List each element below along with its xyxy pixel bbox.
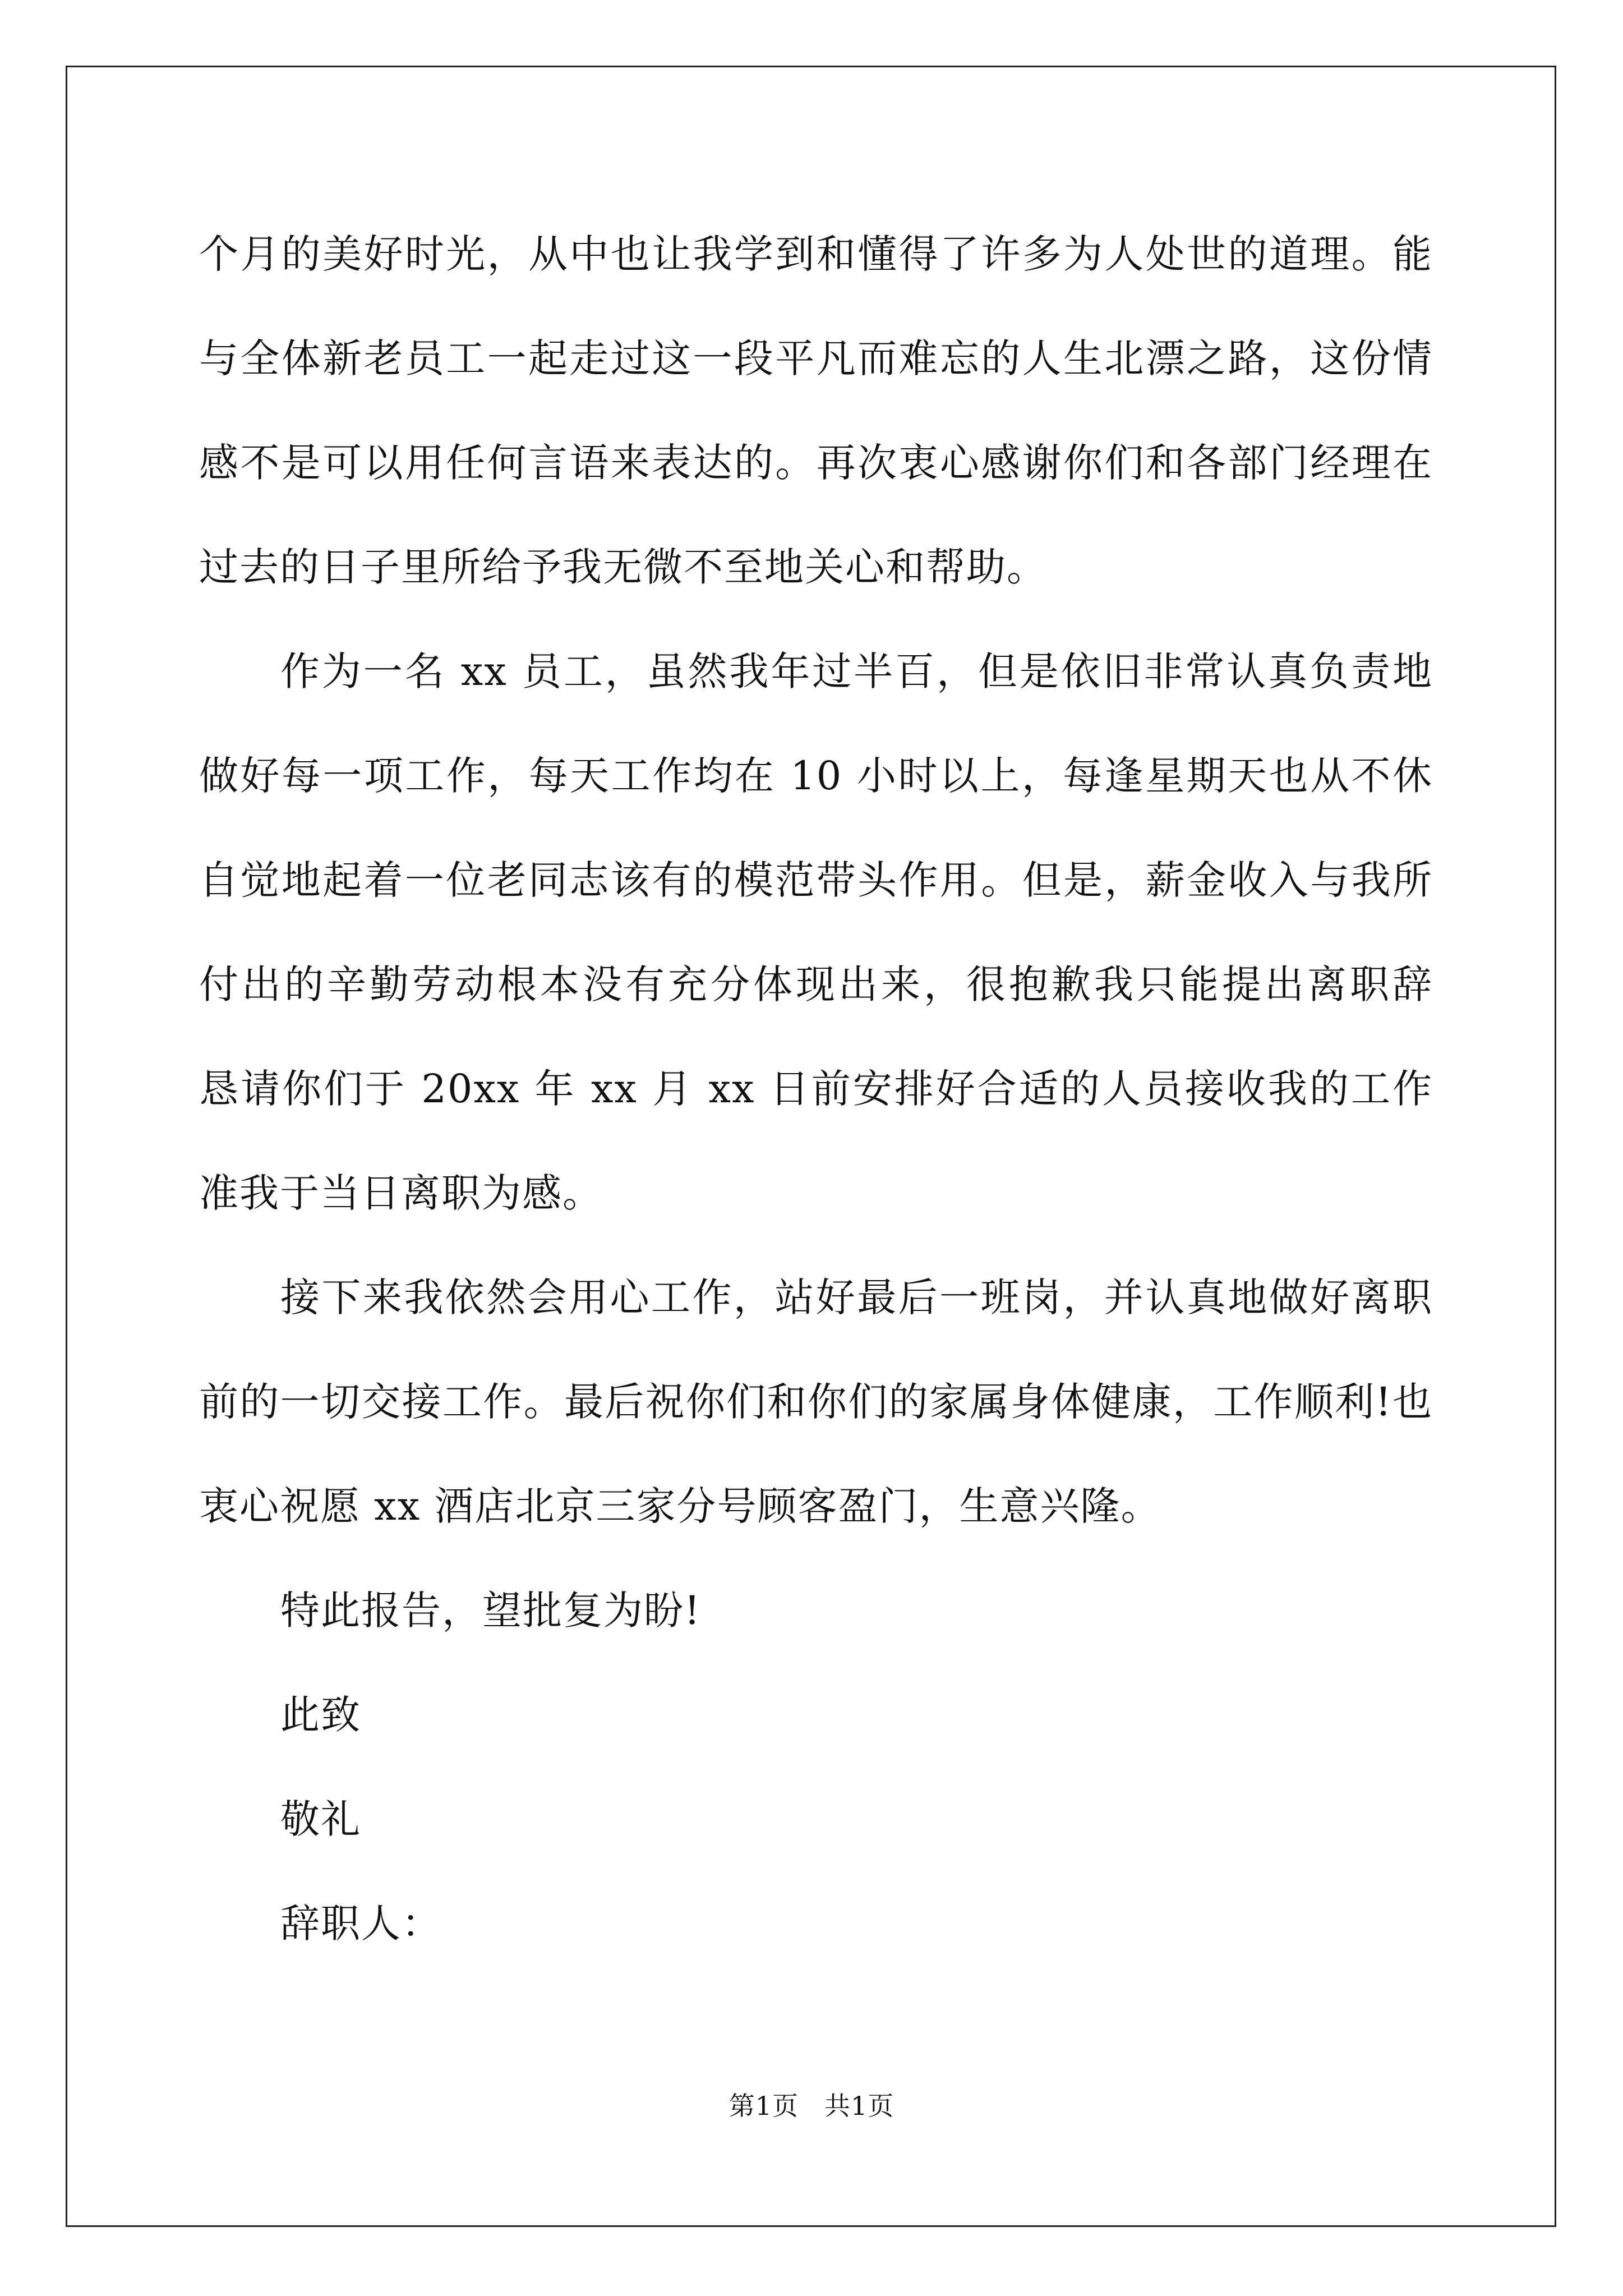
salutation-line: 敬礼 (280, 1796, 361, 1842)
text-line: 与全体新老员工一起走过这一段平凡而难忘的人生北漂之路，这份情 (199, 335, 1433, 381)
text-line: 前的一切交接工作。最后祝你们和你们的家属身体健康，工作顺利!也 (199, 1379, 1433, 1425)
text-line: 自觉地起着一位老同志该有的模范带头作用。但是，薪金收入与我所 (199, 857, 1433, 903)
text-line: 过去的日子里所给予我无微不至地关心和帮助。 (199, 544, 1047, 590)
text-line: 准我于当日离职为感。 (199, 1170, 603, 1216)
text-line: 个月的美好时光，从中也让我学到和懂得了许多为人处世的道理。能 (199, 231, 1433, 277)
page-number: 第1页 (728, 2091, 799, 2121)
text-line: 付出的辛勤劳动根本没有充分体现出来，很抱歉我只能提出离职辞 (199, 961, 1433, 1007)
text-line: 感不是可以用任何言语来表达的。再次衷心感谢你们和各部门经理在 (199, 440, 1433, 486)
page-footer (0, 2086, 1623, 2123)
text-line: 做好每一项工作，每天工作均在 10 小时以上，每逢星期天也从不休 (199, 753, 1433, 799)
page-total: 共1页 (824, 2091, 895, 2121)
text-line: 衷心祝愿 xx 酒店北京三家分号顾客盈门，生意兴隆。 (199, 1483, 1161, 1529)
text-line: 接下来我依然会用心工作，站好最后一班岗，并认真地做好离职 (280, 1274, 1433, 1320)
letter-body (199, 202, 1433, 1976)
salutation-line: 此致 (280, 1692, 361, 1738)
text-line: 恳请你们于 20xx 年 xx 月 xx 日前安排好合适的人员接收我的工作 (199, 1066, 1433, 1112)
closing-line: 特此报告，望批复为盼! (280, 1588, 702, 1634)
signature-line: 辞职人： (280, 1901, 442, 1947)
text-line: 作为一名 xx 员工，虽然我年过半百，但是依旧非常认真负责地 (280, 648, 1433, 694)
